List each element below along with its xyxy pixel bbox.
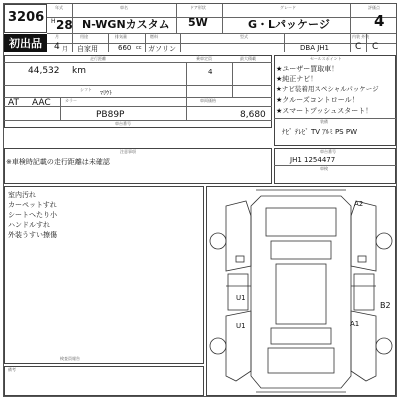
damage-left-door-front: U1	[236, 294, 246, 302]
damage-left-door-rear: U1	[236, 322, 246, 330]
car-diagram	[206, 186, 396, 396]
damage-right-rear: B2	[380, 301, 391, 310]
fuel-value: ガソリン	[148, 45, 176, 53]
label-month: 月	[55, 34, 59, 39]
score-value: 4	[374, 12, 385, 30]
vehicle-price: 8,680	[240, 110, 266, 120]
damage-rear-bumper: A1	[350, 320, 360, 328]
label-score: 評価点	[368, 5, 380, 10]
label-displacement: 排気量	[115, 34, 127, 39]
label-model-code: 型式	[240, 34, 248, 39]
month-value: 4	[54, 42, 60, 52]
door-type: 5W	[188, 16, 208, 29]
label-year: 年式	[55, 5, 63, 10]
label-doors: ドア形状	[190, 5, 206, 10]
label-int-ext: 内装 外装	[352, 34, 370, 39]
feature-4: ★クルーズコントロール！	[276, 96, 359, 104]
feature-2: ★純正ナビ！	[276, 75, 318, 83]
damage-front: A2	[354, 200, 364, 208]
mileage-value: 44,532	[28, 66, 60, 76]
label-use: 用途	[80, 34, 88, 39]
aircon: AAC	[32, 98, 51, 108]
chassis-number: JH1 1254477	[290, 156, 336, 164]
condition-4: ハンドルすれ	[8, 221, 50, 229]
displacement-unit: cc	[136, 45, 142, 51]
label-fuel: 燃料	[150, 34, 158, 39]
use-value: 自家用	[77, 45, 98, 53]
condition-3: シートへたり小	[8, 211, 57, 219]
label-grade: グレード	[280, 5, 296, 10]
mileage-unit: km	[72, 66, 86, 76]
first-listing-badge: 初出品	[4, 34, 47, 52]
model-code-value: DBA JH1	[300, 44, 329, 52]
grade-name: G・Lパッケージ	[248, 18, 330, 31]
equipment: ﾅﾋﾞ ﾃﾚﾋﾞ TV ｱﾙﾐ PS PW	[282, 128, 357, 136]
feature-5: ★スマートプッシュスタート！	[276, 107, 373, 115]
transmission: AT	[8, 98, 19, 108]
seat-value: 4	[208, 68, 213, 76]
notes-text: ※車検時記載の走行距離は未確認	[6, 158, 110, 166]
label-model: 車名	[120, 5, 128, 10]
interior-grade: C	[355, 42, 362, 52]
exterior-grade: C	[372, 42, 379, 52]
feature-3: ★ナビ装着用スペシャルパッケージ	[276, 85, 379, 93]
condition-5: 外装うすい擦傷	[8, 231, 57, 239]
year-value: 28	[56, 18, 73, 32]
feature-1: ★ユーザー買取車！	[276, 65, 339, 73]
displacement-value: 660	[118, 44, 132, 52]
color-code: PB89P	[96, 110, 125, 120]
model-name: N-WGNカスタム	[82, 18, 170, 31]
condition-1: 室内汚れ	[8, 191, 36, 199]
year-mark: H	[51, 18, 56, 25]
lot-number: 3206	[8, 10, 45, 25]
month-unit: 月	[62, 46, 69, 53]
shift-unit: ﾏﾘｳﾄ	[100, 90, 113, 97]
footer-strip	[4, 366, 204, 396]
condition-2: カーペットすれ	[8, 201, 57, 209]
